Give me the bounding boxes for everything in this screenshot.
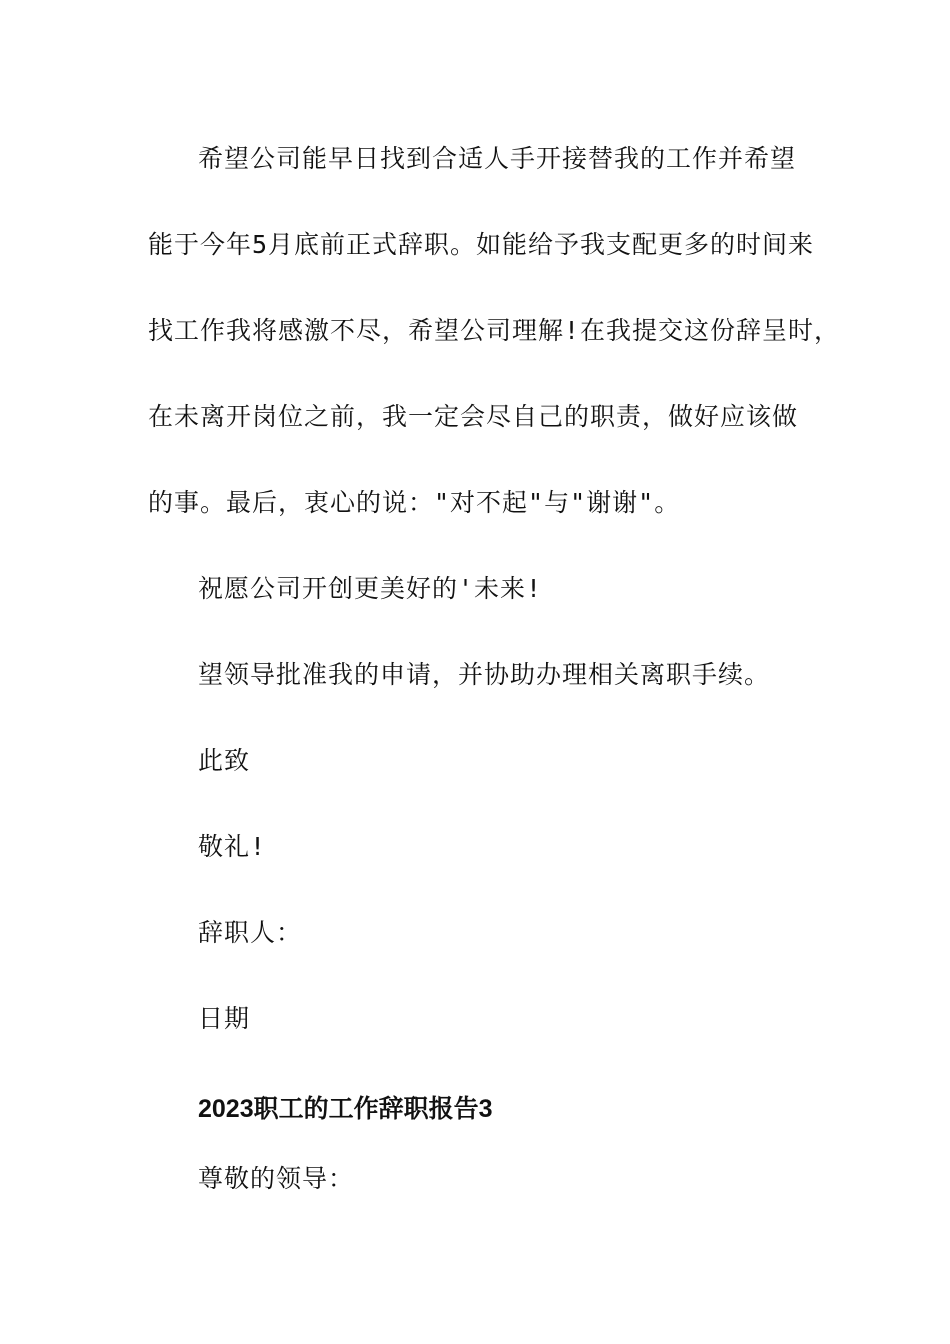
paragraph-line: 在未离开岗位之前，我一定会尽自己的职责，做好应该做 — [148, 402, 799, 431]
request-line: 望领导批准我的申请，并协助办理相关离职手续。 — [198, 660, 771, 689]
closing-line-2: 敬礼! — [198, 832, 267, 861]
signer-label: 辞职人： — [198, 918, 303, 947]
paragraph-line: 找工作我将感激不尽，希望公司理解!在我提交这份辞呈时， — [148, 316, 841, 345]
date-label: 日期 — [198, 1004, 251, 1033]
paragraph-line: 能于今年5月底前正式辞职。如能给予我支配更多的时间来 — [148, 230, 815, 259]
paragraph-line: 的事。最后，衷心的说："对不起"与"谢谢"。 — [148, 488, 681, 517]
section-title: 2023职工的工作辞职报告3 — [198, 1095, 493, 1123]
salutation: 尊敬的领导： — [198, 1164, 355, 1193]
wish-line: 祝愿公司开创更美好的'未来! — [198, 574, 543, 603]
paragraph-line: 希望公司能早日找到合适人手开接替我的工作并希望 — [198, 144, 797, 173]
closing-line-1: 此致 — [198, 746, 251, 775]
